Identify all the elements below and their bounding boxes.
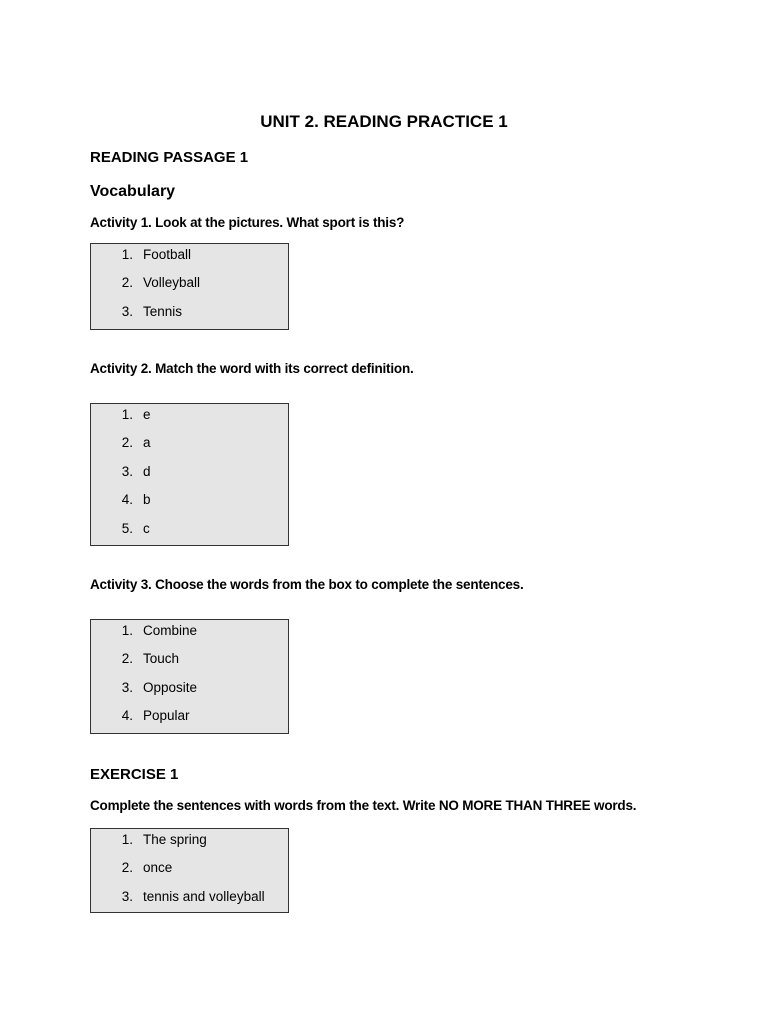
- answer-item: [91, 272, 288, 300]
- answer-item: [91, 677, 288, 705]
- answer-text: Volleyball: [143, 275, 201, 291]
- answer-number: 5.: [121, 520, 133, 536]
- answer-item: [91, 620, 288, 648]
- answer-number: 2.: [121, 435, 133, 451]
- answer-item: [91, 301, 288, 329]
- exercise-heading: EXERCISE 1: [90, 766, 179, 783]
- answer-item: [91, 489, 288, 517]
- exercise-instruction: Complete the sentences with words from the text. Write NO MORE THAN THREE words.: [90, 798, 637, 813]
- answer-text: Football: [143, 247, 192, 262]
- answer-item: [91, 705, 288, 733]
- answer-text: b: [143, 492, 151, 508]
- answer-text: once: [143, 860, 173, 876]
- answer-text: tennis and volleyball: [143, 888, 265, 904]
- answer-text: Tennis: [143, 303, 183, 319]
- answer-item: [91, 244, 288, 272]
- answer-number: 2.: [121, 275, 133, 291]
- answer-text: a: [143, 435, 151, 451]
- activity-2-answer-list: [91, 404, 288, 546]
- answer-text: Combine: [143, 623, 198, 638]
- activity-2-instruction: Activity 2. Match the word with its correct definition.: [90, 361, 414, 376]
- answer-number: 1.: [121, 407, 133, 422]
- exercise-answer-box: [90, 828, 289, 913]
- activity-1-answer-box: [90, 243, 289, 330]
- answer-text: Popular: [143, 708, 190, 724]
- answer-item: [91, 404, 288, 432]
- answer-number: 3.: [121, 303, 133, 319]
- activity-3-answer-box: [90, 619, 289, 734]
- answer-number: 1.: [121, 832, 133, 847]
- exercise-answer-list: [91, 829, 288, 914]
- answer-number: 2.: [121, 860, 133, 876]
- answer-number: 2.: [121, 651, 133, 667]
- activity-3-instruction: Activity 3. Choose the words from the box to complete the sentences.: [90, 577, 524, 592]
- answer-number: 3.: [121, 463, 133, 479]
- answer-text: d: [143, 463, 151, 479]
- answer-number: 1.: [121, 247, 133, 262]
- answer-number: 3.: [121, 679, 133, 695]
- answer-number: 1.: [121, 623, 133, 638]
- answer-item: [91, 461, 288, 489]
- vocabulary-heading: Vocabulary: [90, 183, 176, 200]
- activity-2-answer-box: [90, 403, 289, 546]
- answer-item: [91, 648, 288, 676]
- answer-text: Touch: [143, 651, 180, 667]
- passage-heading: READING PASSAGE 1: [90, 149, 249, 166]
- answer-item: [91, 432, 288, 460]
- answer-item: [91, 886, 288, 914]
- activity-3-answer-list: [91, 620, 288, 734]
- activity-1-instruction: Activity 1. Look at the pictures. What sport is this?: [90, 215, 405, 230]
- answer-text: e: [143, 407, 151, 422]
- page-title: UNIT 2. READING PRACTICE 1: [260, 112, 508, 131]
- answer-item: [91, 857, 288, 885]
- answer-text: Opposite: [143, 679, 198, 695]
- answer-text: The spring: [143, 832, 207, 847]
- answer-item: [91, 829, 288, 857]
- answer-number: 3.: [121, 888, 133, 904]
- answer-item: [91, 518, 288, 546]
- answer-number: 4.: [121, 708, 133, 724]
- answer-text: c: [143, 520, 150, 536]
- answer-number: 4.: [121, 492, 133, 508]
- activity-1-answer-list: [91, 244, 288, 329]
